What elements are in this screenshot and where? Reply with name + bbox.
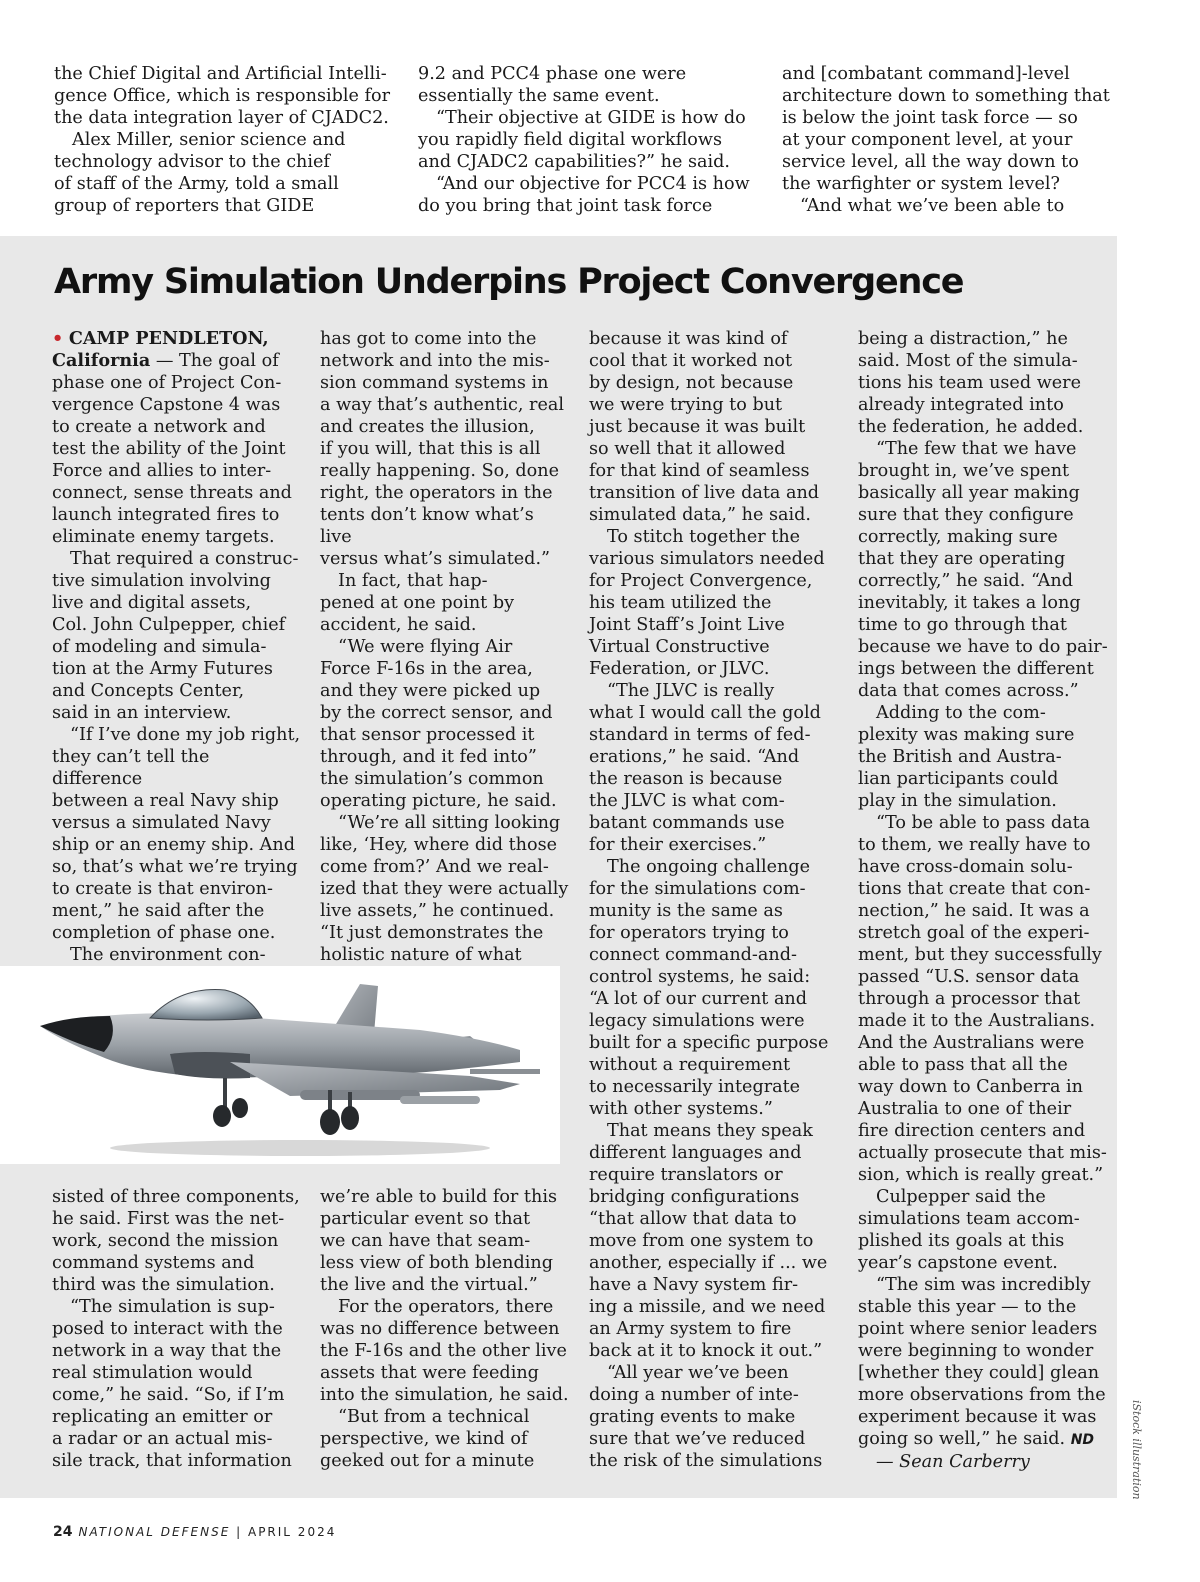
text-line: Col. John Culpepper, chief: [52, 615, 286, 635]
text-line: “The sim was incredibly: [876, 1275, 1091, 1295]
text-line: pened at one point by: [320, 593, 515, 613]
text-line: group of reporters that GIDE: [54, 196, 315, 216]
text-line: point where senior leaders: [858, 1319, 1098, 1339]
top-column-2: [418, 63, 758, 217]
text-line: And the Australians were: [858, 1033, 1085, 1053]
text-line: the F-16s and the other live: [320, 1341, 567, 1361]
text-line: they can’t tell the difference: [52, 747, 210, 789]
byline: [858, 1451, 1113, 1473]
text-line: at your component level, at your: [782, 130, 1073, 150]
text-line: is below the joint task force — so: [782, 108, 1078, 128]
text-line: a radar or an actual mis-: [52, 1429, 273, 1449]
text-line: we were trying to but: [589, 395, 783, 415]
text-line: the reason is because: [589, 769, 783, 789]
text-line: so, that’s what we’re trying: [52, 857, 298, 877]
text-line: actually prosecute that mis-: [858, 1143, 1107, 1163]
text-line: he said. First was the net-: [52, 1209, 285, 1229]
text-line: sure that we’ve reduced: [589, 1429, 806, 1449]
text-line: launch integrated fires to: [52, 505, 280, 525]
top-column-3: [782, 63, 1112, 217]
text-line: tion at the Army Futures: [52, 659, 273, 679]
text-line: In fact, that hap-: [338, 571, 488, 591]
text-line: ing a missile, and we need: [589, 1297, 826, 1317]
text-line: accident, he said.: [320, 615, 477, 635]
text-line: were beginning to wonder: [858, 1341, 1094, 1361]
text-line: versus a simulated Navy: [52, 813, 271, 833]
sidebar-column-4: [858, 328, 1113, 1473]
text-line: have a Navy system fir-: [589, 1275, 799, 1295]
text-line: gence Office, which is responsible for: [54, 86, 391, 106]
text-line: “But from a technical: [338, 1407, 530, 1427]
text-line: plished its goals at this: [858, 1231, 1065, 1251]
sidebar-column-3: [589, 328, 844, 1472]
fighter-jet-illustration: [0, 966, 560, 1164]
text-line: with other systems.”: [589, 1099, 773, 1119]
text-line: correctly,” he said. “And: [858, 571, 1073, 591]
text-line: for the simulations com-: [589, 879, 806, 899]
text-line: real stimulation would: [52, 1363, 253, 1383]
text-line: work, second the mission: [52, 1231, 279, 1251]
text-line: to create is that environ-: [52, 879, 273, 899]
text-line: for their exercises.”: [589, 835, 767, 855]
text-line: Alex Miller, senior science and: [72, 130, 346, 150]
text-line: already integrated into: [858, 395, 1064, 415]
text-line: connect command-and-: [589, 945, 797, 965]
text-line: an Army system to fire: [589, 1319, 792, 1339]
text-line: bridging configurations: [589, 1187, 800, 1207]
text-line: architecture down to something that: [782, 86, 1110, 106]
text-line: was no difference between: [320, 1319, 560, 1339]
text-line: sure that they configure: [858, 505, 1074, 525]
text-line: ship or an enemy ship. And: [52, 835, 295, 855]
text-line: control systems, he said:: [589, 967, 811, 987]
text-line: phase one of Project Con-: [52, 373, 282, 393]
text-line: geeked out for a minute: [320, 1451, 535, 1471]
text-line: doing a number of inte-: [589, 1385, 799, 1405]
text-line: sion command systems in: [320, 373, 549, 393]
sidebar-column-1-top: [52, 328, 302, 966]
text-line: “that allow that data to: [589, 1209, 797, 1229]
text-line: Federation, or JLVC.: [589, 659, 770, 679]
text-line: legacy simulations were: [589, 1011, 805, 1031]
text-line: require translators or: [589, 1165, 783, 1185]
text-line: the JLVC is what com-: [589, 791, 785, 811]
text-line: come from?’ And we real-: [320, 857, 549, 877]
text-line: right, the operators in the: [320, 483, 553, 503]
text-line: that they are operating: [858, 549, 1066, 569]
text-line: has got to come into the: [320, 329, 537, 349]
text-line: move from one system to: [589, 1231, 814, 1251]
text-line: fire direction centers and: [858, 1121, 1086, 1141]
text-line: to them, we really have to: [858, 835, 1091, 855]
text-line: and they were picked up: [320, 681, 541, 701]
text-line: cool that it worked not: [589, 351, 793, 371]
publication-name: NATIONAL DEFENSE: [78, 1525, 231, 1539]
text-line: operating picture, he said.: [320, 791, 557, 811]
text-line: transition of live data and: [589, 483, 820, 503]
text-line: because it was kind of: [589, 329, 788, 349]
text-line: “And our objective for PCC4 is how: [436, 174, 750, 194]
dateline-line: [52, 328, 302, 372]
text-line: sisted of three components,: [52, 1187, 300, 1207]
text-line: through a processor that: [858, 989, 1081, 1009]
text-line: really happening. So, done: [320, 461, 560, 481]
text-line: the British and Austra-: [858, 747, 1062, 767]
text-line: for Project Convergence,: [589, 571, 813, 591]
text-line: assets that were feeding: [320, 1363, 539, 1383]
text-line: “Their objective at GIDE is how do: [436, 108, 746, 128]
f16-jet-photo: [0, 966, 560, 1164]
text-line: a way that’s authentic, real: [320, 395, 564, 415]
text-line: said. Most of the simula-: [858, 351, 1078, 371]
text-line: Australia to one of their: [858, 1099, 1072, 1119]
text-line: “The simulation is sup-: [70, 1297, 275, 1317]
dateline: CAMP PENDLETON, California: [52, 328, 269, 371]
text-line: “All year we’ve been: [607, 1363, 789, 1383]
text-line: completion of phase one.: [52, 923, 276, 943]
text-line: ized that they were actually: [320, 879, 569, 899]
text-line: stretch goal of the experi-: [858, 923, 1090, 943]
text-line: live assets,” he continued.: [320, 901, 555, 921]
text-line: plexity was making sure: [858, 725, 1075, 745]
text-line: the risk of the simulations: [589, 1451, 823, 1471]
text-line: different languages and: [589, 1143, 802, 1163]
text-line: particular event so that: [320, 1209, 531, 1229]
text-line: eliminate enemy targets.: [52, 527, 275, 547]
issue-date: APRIL 2024: [247, 1525, 337, 1539]
sidebar-headline: Army Simulation Underpins Project Convergence: [54, 262, 964, 302]
text-line: command systems and: [52, 1253, 255, 1273]
text-line: For the operators, there: [338, 1297, 554, 1317]
text-line: of staff of the Army, told a small: [54, 174, 339, 194]
photo-credit: iStock illustration: [1130, 1400, 1143, 1500]
text-line: “We’re all sitting looking: [338, 813, 561, 833]
text-line: way down to Canberra in: [858, 1077, 1083, 1097]
text-line: “We were flying Air: [338, 637, 513, 657]
text-line: said in an interview.: [52, 703, 232, 723]
text-line: basically all year making: [858, 483, 1080, 503]
text-line: back at it to knock it out.”: [589, 1341, 823, 1361]
author-byline: — Sean Carberry: [876, 1452, 1030, 1472]
text-line: and [combatant command]-level: [782, 64, 1070, 84]
text-line: simulated data,” he said.: [589, 505, 811, 525]
text-line: made it to the Australians.: [858, 1011, 1096, 1031]
text-line: Culpepper said the: [876, 1187, 1046, 1207]
text-line: The environment con-: [70, 945, 266, 965]
text-line: the Chief Digital and Artificial Intelli-: [54, 64, 387, 84]
text-line: experiment because it was: [858, 1407, 1097, 1427]
text-line: to create a network and: [52, 417, 266, 437]
text-line: lian participants could: [858, 769, 1059, 789]
text-line: by design, not because: [589, 373, 794, 393]
text-line: tions that create that con-: [858, 879, 1091, 899]
text-line: being a distraction,” he: [858, 329, 1068, 349]
text-line: To stitch together the: [607, 527, 801, 547]
page-footer: [53, 1524, 336, 1540]
top-column-1: [54, 63, 394, 217]
text-line: perspective, we kind of: [320, 1429, 528, 1449]
text-line: to necessarily integrate: [589, 1077, 801, 1097]
text-line: service level, all the way down to: [782, 152, 1079, 172]
text-line: data that comes across.”: [858, 681, 1079, 701]
text-line: the simulation’s common: [320, 769, 544, 789]
text-line: technology advisor to the chief: [54, 152, 330, 172]
text-line: another, especially if ... we: [589, 1253, 828, 1273]
text-line: tive simulation involving: [52, 571, 271, 591]
text-line: the federation, he added.: [858, 417, 1084, 437]
text-line: come,” he said. “So, if I’m: [52, 1385, 285, 1405]
text-line: erations,” he said. “And: [589, 747, 800, 767]
text-line: you rapidly field digital workflows: [418, 130, 722, 150]
text-line: able to pass that all the: [858, 1055, 1068, 1075]
text-line: correctly, making sure: [858, 527, 1058, 547]
text-line: the data integration layer of CJADC2.: [54, 108, 389, 128]
text-line: essentially the same event.: [418, 86, 660, 106]
text-line: 9.2 and PCC4 phase one were: [418, 64, 687, 84]
text-line: Force and allies to inter-: [52, 461, 272, 481]
text-line: of modeling and simula-: [52, 637, 267, 657]
text-line: vergence Capstone 4 was: [52, 395, 281, 415]
text-line: we can have that seam-: [320, 1231, 531, 1251]
text-line: “The JLVC is really: [607, 681, 775, 701]
text-line: without a requirement: [589, 1055, 791, 1075]
text-line: have cross-domain solu-: [858, 857, 1073, 877]
text-line: batant commands use: [589, 813, 785, 833]
text-line: more observations from the: [858, 1385, 1106, 1405]
text-line: network and into the mis-: [320, 351, 550, 371]
text-line: connect, sense threats and: [52, 483, 292, 503]
text-line: by the correct sensor, and: [320, 703, 553, 723]
lead-text: — The goal of: [155, 351, 279, 371]
text-line: for that kind of seamless: [589, 461, 810, 481]
text-line: time to go through that: [858, 615, 1067, 635]
text-line: tions his team used were: [858, 373, 1081, 393]
text-line: into the simulation, he said.: [320, 1385, 569, 1405]
text-line: between a real Navy ship: [52, 791, 279, 811]
text-line: that sensor processed it: [320, 725, 535, 745]
text-line: for operators trying to: [589, 923, 789, 943]
text-line: brought in, we’ve spent: [858, 461, 1070, 481]
text-line: his team utilized the: [589, 593, 772, 613]
text-line: holistic nature of what: [320, 945, 522, 965]
sidebar-column-2-bottom: [320, 1186, 570, 1472]
text-line: tents don’t know what’s live: [320, 505, 534, 547]
text-line: The ongoing challenge: [607, 857, 811, 877]
text-line: do you bring that joint task force: [418, 196, 713, 216]
text-line: nection,” he said. It was a: [858, 901, 1090, 921]
text-line: versus what’s simulated.”: [320, 549, 551, 569]
text-line: inevitably, it takes a long: [858, 593, 1081, 613]
text-line: what I would call the gold: [589, 703, 821, 723]
text-line: just because it was built: [589, 417, 806, 437]
text-line: simulations team accom-: [858, 1209, 1080, 1229]
text-line: we’re able to build for this: [320, 1187, 557, 1207]
text-line: “And what we’ve been able to: [800, 196, 1065, 216]
page-number: 24: [53, 1524, 73, 1540]
text-line: third was the simulation.: [52, 1275, 275, 1295]
text-line: sile track, that information: [52, 1451, 292, 1471]
text-line: and CJADC2 capabilities?” he said.: [418, 152, 730, 172]
text-line: because we have to do pair-: [858, 637, 1108, 657]
text-line: “If I’ve done my job right,: [70, 725, 301, 745]
text-line: ment, but they successfully: [858, 945, 1102, 965]
sidebar-column-2-top: [320, 328, 570, 966]
text-line: ings between the different: [858, 659, 1094, 679]
text-line: “A lot of our current and: [589, 989, 808, 1009]
text-line: through, and it fed into”: [320, 747, 537, 767]
text-line: stable this year — to the: [858, 1297, 1077, 1317]
text-line: so well that it allowed: [589, 439, 786, 459]
text-line: if you will, that this is all: [320, 439, 541, 459]
text-line: sion, which is really great.”: [858, 1165, 1104, 1185]
text-line: munity is the same as: [589, 901, 783, 921]
text-line: [whether they could] glean: [858, 1363, 1100, 1383]
text-line: ment,” he said after the: [52, 901, 265, 921]
text-line: “The few that we have: [876, 439, 1077, 459]
text-line: play in the simulation.: [858, 791, 1057, 811]
text-line: replicating an emitter or: [52, 1407, 273, 1427]
text-line: “It just demonstrates the: [320, 923, 544, 943]
text-line: Virtual Constructive: [589, 637, 770, 657]
text-line: live and digital assets,: [52, 593, 252, 613]
text-line: Adding to the com-: [876, 703, 1046, 723]
text-line: less view of both blending: [320, 1253, 553, 1273]
footer-separator: |: [236, 1525, 243, 1539]
text-line: passed “U.S. sensor data: [858, 967, 1080, 987]
text-line: Joint Staff’s Joint Live: [589, 615, 785, 635]
text-line: the live and the virtual.”: [320, 1275, 538, 1295]
text-line: That means they speak: [607, 1121, 813, 1141]
text-line: built for a specific purpose: [589, 1033, 829, 1053]
text-line: going so well,” he said. ND: [858, 1429, 1095, 1449]
text-line: That required a construc-: [70, 549, 299, 569]
text-line: year’s capstone event.: [858, 1253, 1058, 1273]
text-line: posed to interact with the: [52, 1319, 283, 1339]
bullet-dot-icon: •: [52, 328, 64, 349]
text-line: and creates the illusion,: [320, 417, 535, 437]
text-line: and Concepts Center,: [52, 681, 245, 701]
text-line: Force F-16s in the area,: [320, 659, 533, 679]
text-line: test the ability of the Joint: [52, 439, 286, 459]
sidebar-column-1-bottom: [52, 1186, 302, 1472]
text-line: like, ‘Hey, where did those: [320, 835, 558, 855]
end-mark: ND: [1070, 1432, 1095, 1448]
text-line: various simulators needed: [589, 549, 825, 569]
text-line: network in a way that the: [52, 1341, 282, 1361]
text-line: grating events to make: [589, 1407, 796, 1427]
text-line: the warfighter or system level?: [782, 174, 1060, 194]
text-line: “To be able to pass data: [876, 813, 1091, 833]
text-line: standard in terms of fed-: [589, 725, 811, 745]
